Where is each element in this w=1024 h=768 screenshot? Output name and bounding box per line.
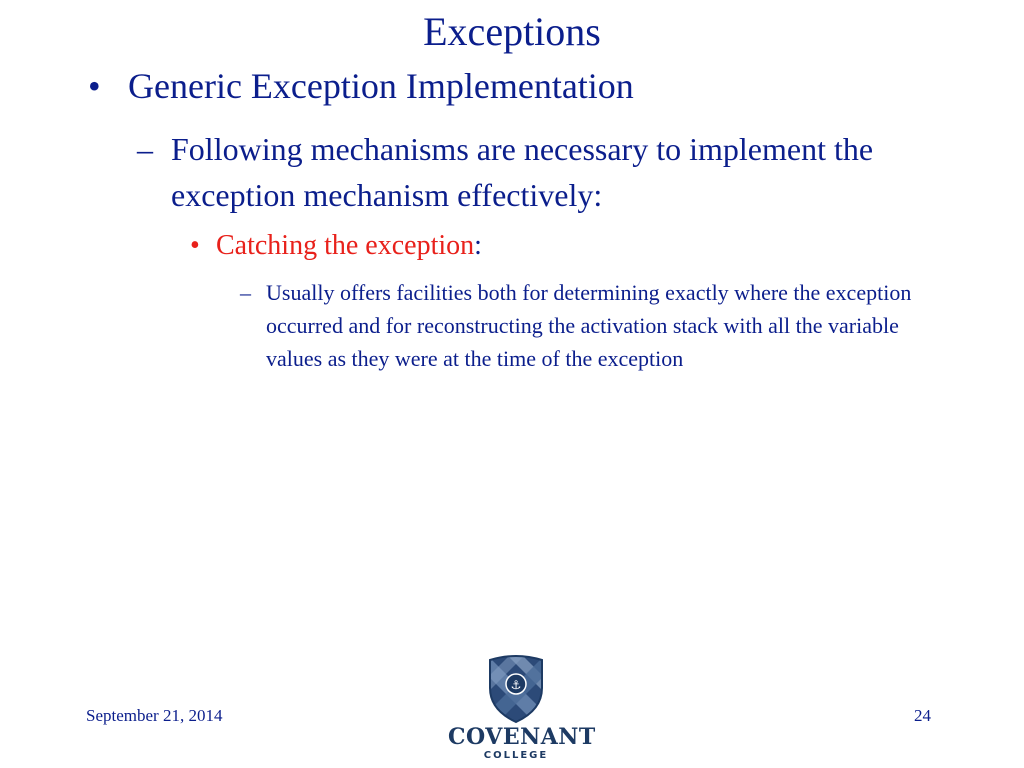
bullet-text: Generic Exception Implementation	[128, 66, 634, 106]
slide-title: Exceptions	[423, 9, 601, 54]
bullet-level-1	[88, 64, 634, 108]
svg-text:⚓: ⚓	[510, 678, 522, 692]
bullet-text: Usually offers facilities both for determining exactly where the exception occurred and for reconstructing the activation stack with all the variable values as they were at the time of the exception	[266, 280, 912, 371]
dash-marker: –	[137, 131, 153, 167]
bullet-marker: •	[88, 66, 101, 106]
footer-date: September 21, 2014	[86, 706, 223, 725]
highlight-text: Catching the exception	[216, 230, 475, 261]
bullet-level-2	[137, 126, 967, 218]
page-number: 24	[914, 706, 931, 725]
dash-marker: –	[240, 280, 251, 305]
college-logo	[448, 654, 596, 762]
logo-subtitle: COLLEGE	[483, 750, 549, 761]
logo-name: COVENANT	[448, 724, 596, 750]
shield-crest-icon	[486, 654, 546, 724]
bullet-text: Following mechanisms are necessary to implement the exception mechanism effectively:	[171, 131, 874, 213]
bullet-level-3	[190, 226, 482, 266]
colon-text: :	[474, 230, 482, 261]
bullet-marker: •	[190, 230, 200, 261]
bullet-level-4	[240, 276, 960, 375]
